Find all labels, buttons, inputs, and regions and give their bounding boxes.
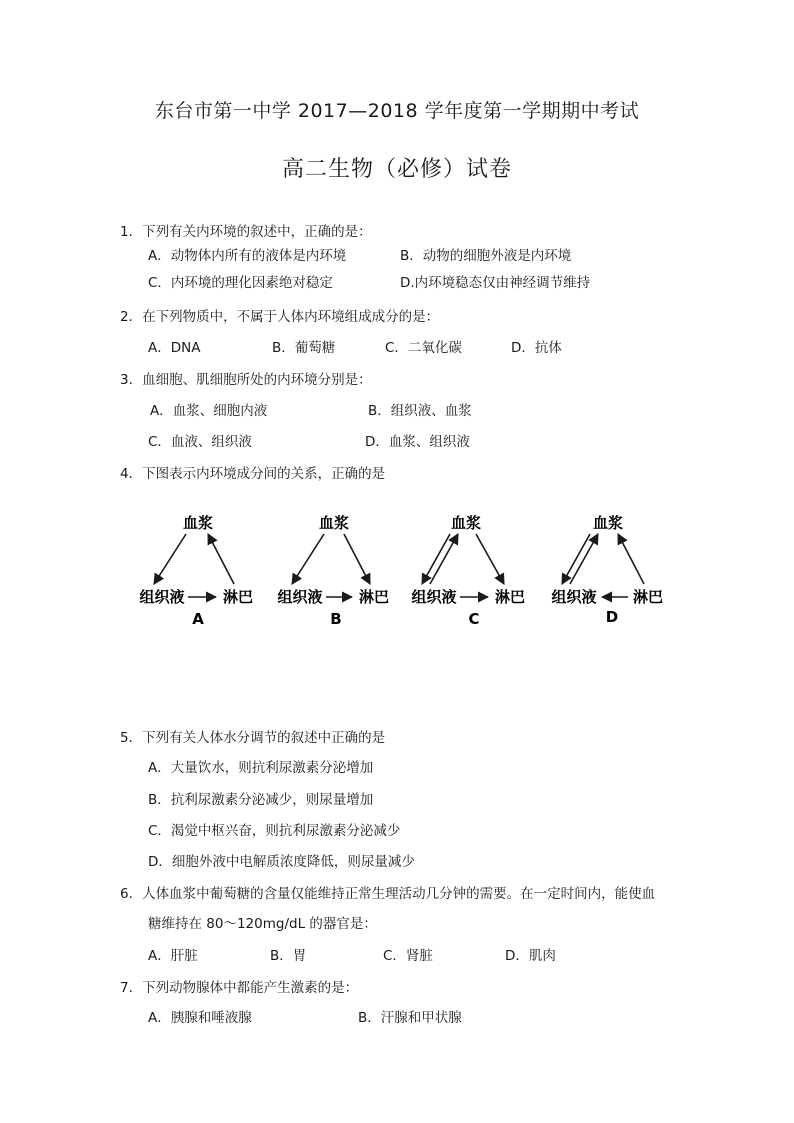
diagram-d-plasma-label: 血浆 bbox=[592, 514, 624, 532]
inner-environment-diagrams bbox=[128, 500, 678, 635]
diagram-c-arrow-tissue-to-plasma bbox=[430, 534, 458, 584]
diagram-c-plasma-label: 血浆 bbox=[450, 514, 482, 532]
diagram-b-arrow-plasma-to-lymph bbox=[344, 534, 370, 584]
question-3-option-c: C．血液、组织液 bbox=[148, 434, 252, 450]
question-1-option-a: A．动物体内所有的液体是内环境 bbox=[148, 248, 347, 264]
question-1-option-d: D.内环境稳态仅由神经调节维持 bbox=[400, 275, 591, 291]
question-2-option-c: C．二氧化碳 bbox=[385, 340, 462, 356]
question-6-option-a: A．肝脏 bbox=[148, 948, 198, 964]
diagram-d bbox=[551, 514, 663, 626]
diagram-b-lymph-label: 淋巴 bbox=[358, 588, 390, 606]
question-2-option-b: B．葡萄糖 bbox=[272, 340, 336, 356]
question-5-stem: 5．下列有关人体水分调节的叙述中正确的是 bbox=[120, 730, 386, 746]
question-3-option-b: B．组织液、血浆 bbox=[368, 403, 472, 419]
question-7-option-b: B．汗腺和甲状腺 bbox=[358, 1010, 462, 1026]
diagram-d-lymph-label: 淋巴 bbox=[632, 588, 664, 606]
question-5-option-d: D．细胞外液中电解质浓度降低，则尿量减少 bbox=[148, 854, 415, 870]
question-5-option-a: A．大量饮水，则抗利尿激素分泌增加 bbox=[148, 760, 374, 776]
diagram-c bbox=[411, 514, 525, 628]
diagram-c-label: C bbox=[468, 610, 480, 628]
question-6-option-d: D．肌肉 bbox=[505, 948, 556, 964]
question-2-option-a: A．DNA bbox=[148, 340, 201, 356]
diagram-a bbox=[139, 514, 253, 628]
diagram-b-plasma-label: 血浆 bbox=[318, 514, 350, 532]
diagram-c-arrow-plasma-to-tissue bbox=[422, 534, 450, 584]
diagram-d-arrow-plasma-to-tissue bbox=[562, 534, 590, 584]
question-7-option-a: A．胰腺和唾液腺 bbox=[148, 1010, 252, 1026]
diagram-b-tissue-fluid-label: 组织液 bbox=[277, 588, 323, 606]
question-5-option-c: C．渴觉中枢兴奋，则抗利尿激素分泌减少 bbox=[148, 823, 401, 839]
diagram-b bbox=[277, 514, 389, 628]
exam-subtitle: 高二生物（必修）试卷 bbox=[281, 157, 512, 182]
diagram-d-tissue-fluid-label: 组织液 bbox=[551, 588, 597, 606]
question-2-stem: 2．在下列物质中，不属于人体内环境组成成分的是： bbox=[120, 309, 440, 325]
question-5-option-b: B．抗利尿激素分泌减少，则尿量增加 bbox=[148, 792, 374, 808]
question-6-option-c: C．肾脏 bbox=[383, 948, 433, 964]
question-7-stem: 7．下列动物腺体中都能产生激素的是： bbox=[120, 980, 359, 996]
diagram-a-lymph-label: 淋巴 bbox=[222, 588, 254, 606]
diagram-d-arrow-lymph-to-plasma bbox=[618, 534, 644, 584]
question-3-option-d: D．血浆、组织液 bbox=[365, 434, 470, 450]
question-6-option-b: B．胃 bbox=[270, 948, 307, 964]
diagram-d-arrow-tissue-to-plasma bbox=[570, 534, 598, 584]
diagram-d-label: D bbox=[605, 608, 619, 626]
question-3-option-a: A．血浆、细胞内液 bbox=[150, 403, 268, 419]
exam-title: 东台市第一中学 2017—2018 学年度第一学期期中考试 bbox=[154, 100, 640, 122]
question-1-stem: 1．下列有关内环境的叙述中，正确的是： bbox=[120, 224, 372, 240]
diagram-a-label: A bbox=[192, 610, 204, 628]
diagram-c-tissue-fluid-label: 组织液 bbox=[411, 588, 457, 606]
question-4-stem: 4．下图表示内环境成分间的关系，正确的是 bbox=[120, 466, 386, 482]
question-3-stem: 3．血细胞、肌细胞所处的内环境分别是： bbox=[120, 372, 372, 388]
question-2-option-d: D．抗体 bbox=[511, 340, 562, 356]
diagram-b-label: B bbox=[330, 610, 342, 628]
diagram-c-lymph-label: 淋巴 bbox=[494, 588, 526, 606]
diagram-a-arrow-plasma-to-tissue bbox=[154, 534, 186, 584]
question-6-stem: 6．人体血浆中葡萄糖的含量仅能维持正常生理活动几分钟的需要。在一定时间内，能使血 bbox=[120, 886, 656, 902]
question-6-stem-continued: 糖维持在 80～120mg/dL 的器官是： bbox=[148, 916, 377, 932]
question-1-option-c: C．内环境的理化因素绝对稳定 bbox=[148, 275, 333, 291]
diagram-c-arrow-plasma-to-lymph bbox=[476, 534, 504, 584]
question-1-option-b: B．动物的细胞外液是内环境 bbox=[400, 248, 572, 264]
diagram-b-arrow-plasma-to-tissue bbox=[292, 534, 324, 584]
diagram-a-arrow-lymph-to-plasma bbox=[208, 534, 234, 584]
diagram-a-tissue-fluid-label: 组织液 bbox=[139, 588, 185, 606]
diagram-a-plasma-label: 血浆 bbox=[182, 514, 214, 532]
